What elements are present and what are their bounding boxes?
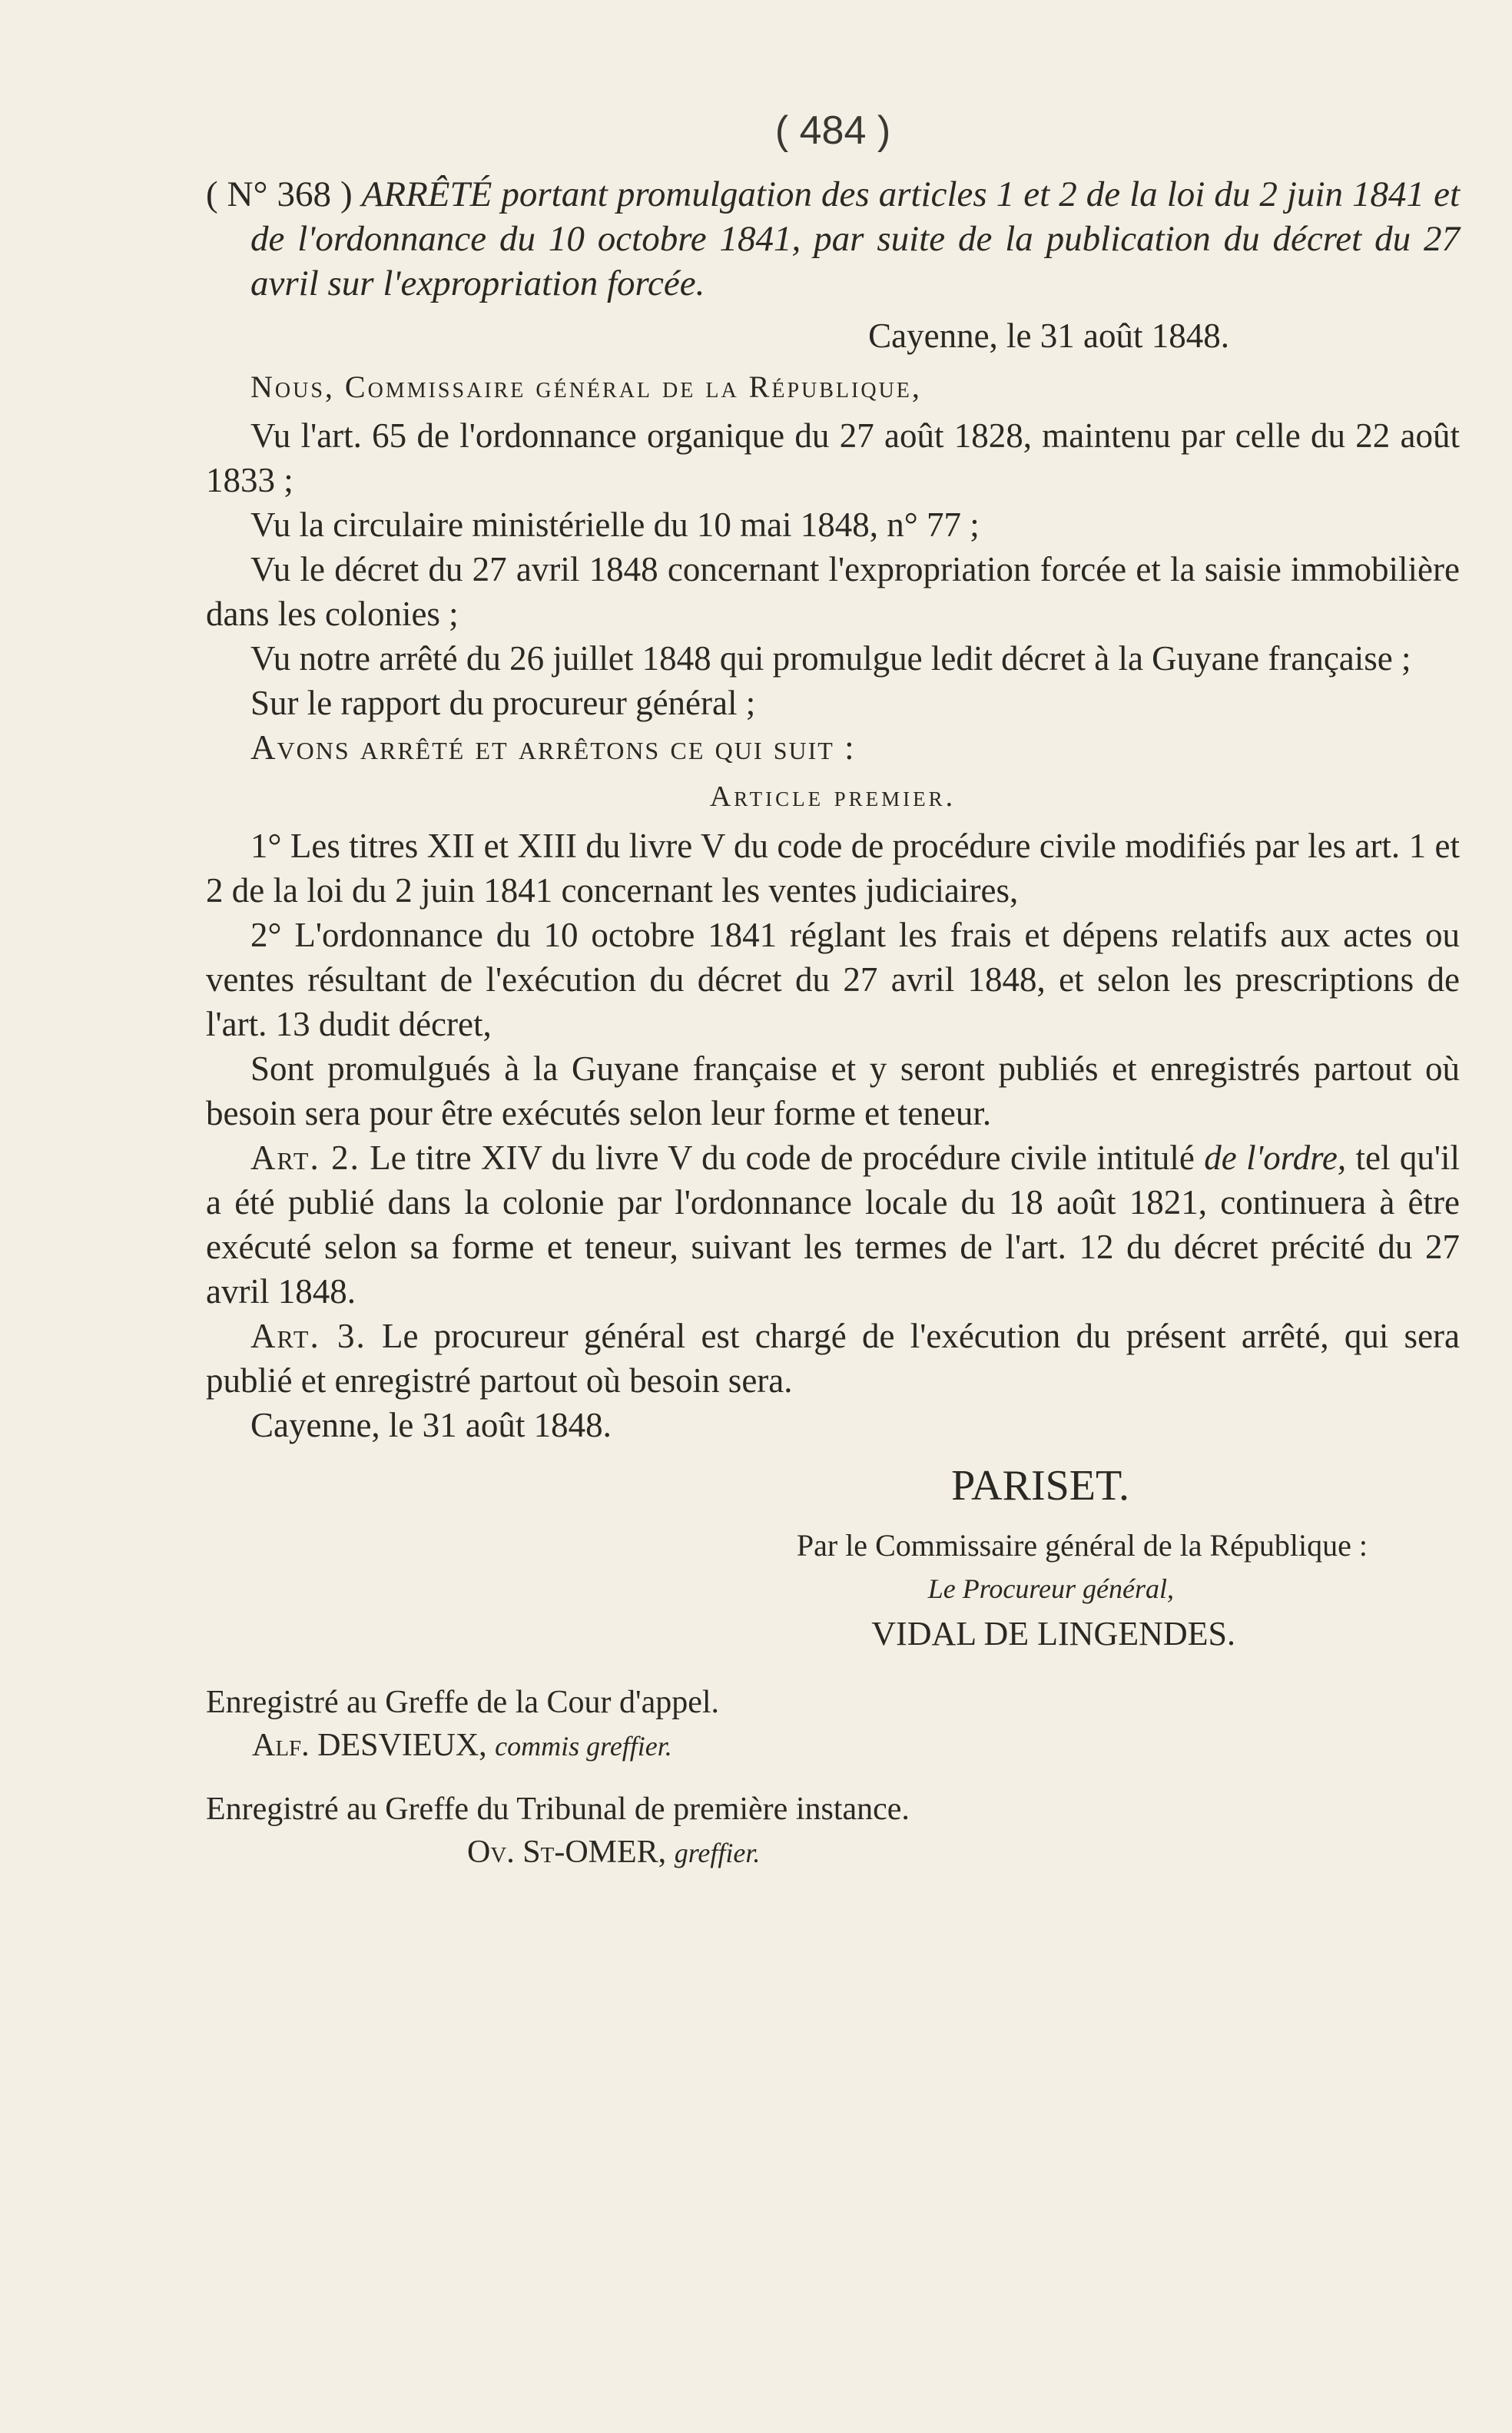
page-number: ( 484 ) bbox=[774, 108, 891, 153]
decree-number: ( N° 368 ) bbox=[206, 174, 353, 214]
visa-2: Vu la circulaire ministérielle du 10 mai 1848, n° 77 ; bbox=[250, 505, 980, 544]
visa-5: Sur le rapport du procureur général ; bbox=[250, 684, 756, 722]
article-3-label: Art. 3. bbox=[250, 1317, 366, 1355]
article1-paragraph-2: 2° L'ordonnance du 10 octobre 1841 réglant les frais et dépens relatifs aux actes ou ventes résultant de l'exécution du décret du 27 avril 1848, et selon les prescriptions de l'art. 13 dudit décret, bbox=[206, 916, 1460, 1043]
procureur-name: VIDAL DE LINGENDES. bbox=[871, 1615, 1235, 1652]
document-page bbox=[206, 100, 1460, 1874]
article1-paragraph-1: 1° Les titres XII et XIII du livre V du code de procédure civile modifiés par les art. 1 et 2 de la loi du 2 juin 1841 concernant les ventes judiciaires, bbox=[206, 827, 1460, 910]
article-premier-heading: Article premier. bbox=[709, 781, 957, 813]
visa-1: Vu l'art. 65 de l'ordonnance organique du 27 août 1828, maintenu par celle du 22 août 1833 ; bbox=[206, 416, 1460, 499]
registration-1-role: commis greffier. bbox=[495, 1731, 672, 1762]
article-3 bbox=[206, 1314, 1460, 1403]
article-2-after: tel qu'il a été publié dans la colonie par l'ordonnance locale du 18 août 1821, continuera à être exécuté selon sa forme et teneur, suivant les termes de l'art. 12 du décret précité du 27 avril 1848. bbox=[206, 1139, 1461, 1311]
visa-4: Vu notre arrêté du 26 juillet 1848 qui promulgue ledit décret à la Guyane française ; bbox=[250, 639, 1411, 678]
article-2 bbox=[206, 1135, 1460, 1314]
registration-1-line: Enregistré au Greffe de la Cour d'appel. bbox=[206, 1685, 720, 1720]
article-2-label: Art. 2. bbox=[250, 1139, 360, 1177]
article1-paragraph-3: Sont promulgués à la Guyane française et y seront publiés et enregistrés partout où besoin sera pour être exécutés selon leur forme et teneur. bbox=[206, 1049, 1460, 1132]
registration-1-name: Alf. DESVIEUX, bbox=[252, 1728, 487, 1763]
registration-2-signer bbox=[467, 1831, 1460, 1874]
avons-arrete: Avons arrêté et arrêtons ce qui suit : bbox=[250, 728, 856, 767]
par-le-commissaire: Par le Commissaire général de la République : bbox=[796, 1528, 1368, 1563]
decree-title-text: ARRÊTÉ portant promulgation des articles 1 et 2 de la loi du 2 juin 1841 et de l'ordonnance du 10 octobre 1841, par suite de la publication du décret du 27 avril sur l'expropriation forcée. bbox=[250, 174, 1461, 303]
registration-2-name: Ov. St-OMER, bbox=[467, 1835, 667, 1870]
decree-title bbox=[206, 172, 1460, 306]
registration-2-role: greffier. bbox=[674, 1838, 761, 1868]
signature-pariset: PARISET. bbox=[951, 1462, 1129, 1510]
registration-1-signer bbox=[252, 1724, 1460, 1768]
procureur-title: Le Procureur général, bbox=[927, 1573, 1174, 1604]
nous-heading: Nous, Commissaire général de la République, bbox=[250, 370, 922, 404]
article-2-before: Le titre XIV du livre V du code de procédure civile intitulé bbox=[370, 1139, 1195, 1177]
dateline: Cayenne, le 31 août 1848. bbox=[868, 317, 1229, 355]
closing-date: Cayenne, le 31 août 1848. bbox=[250, 1406, 612, 1444]
registration-2-line: Enregistré au Greffe du Tribunal de première instance. bbox=[206, 1792, 910, 1827]
article-3-text: Le procureur général est chargé de l'exécution du présent arrêté, qui sera publié et enregistré partout où besoin sera. bbox=[206, 1317, 1461, 1400]
visa-3: Vu le décret du 27 avril 1848 concernant l'expropriation forcée et la saisie immobilière dans les colonies ; bbox=[206, 550, 1460, 633]
article-2-italic: de l'ordre, bbox=[1204, 1139, 1347, 1177]
